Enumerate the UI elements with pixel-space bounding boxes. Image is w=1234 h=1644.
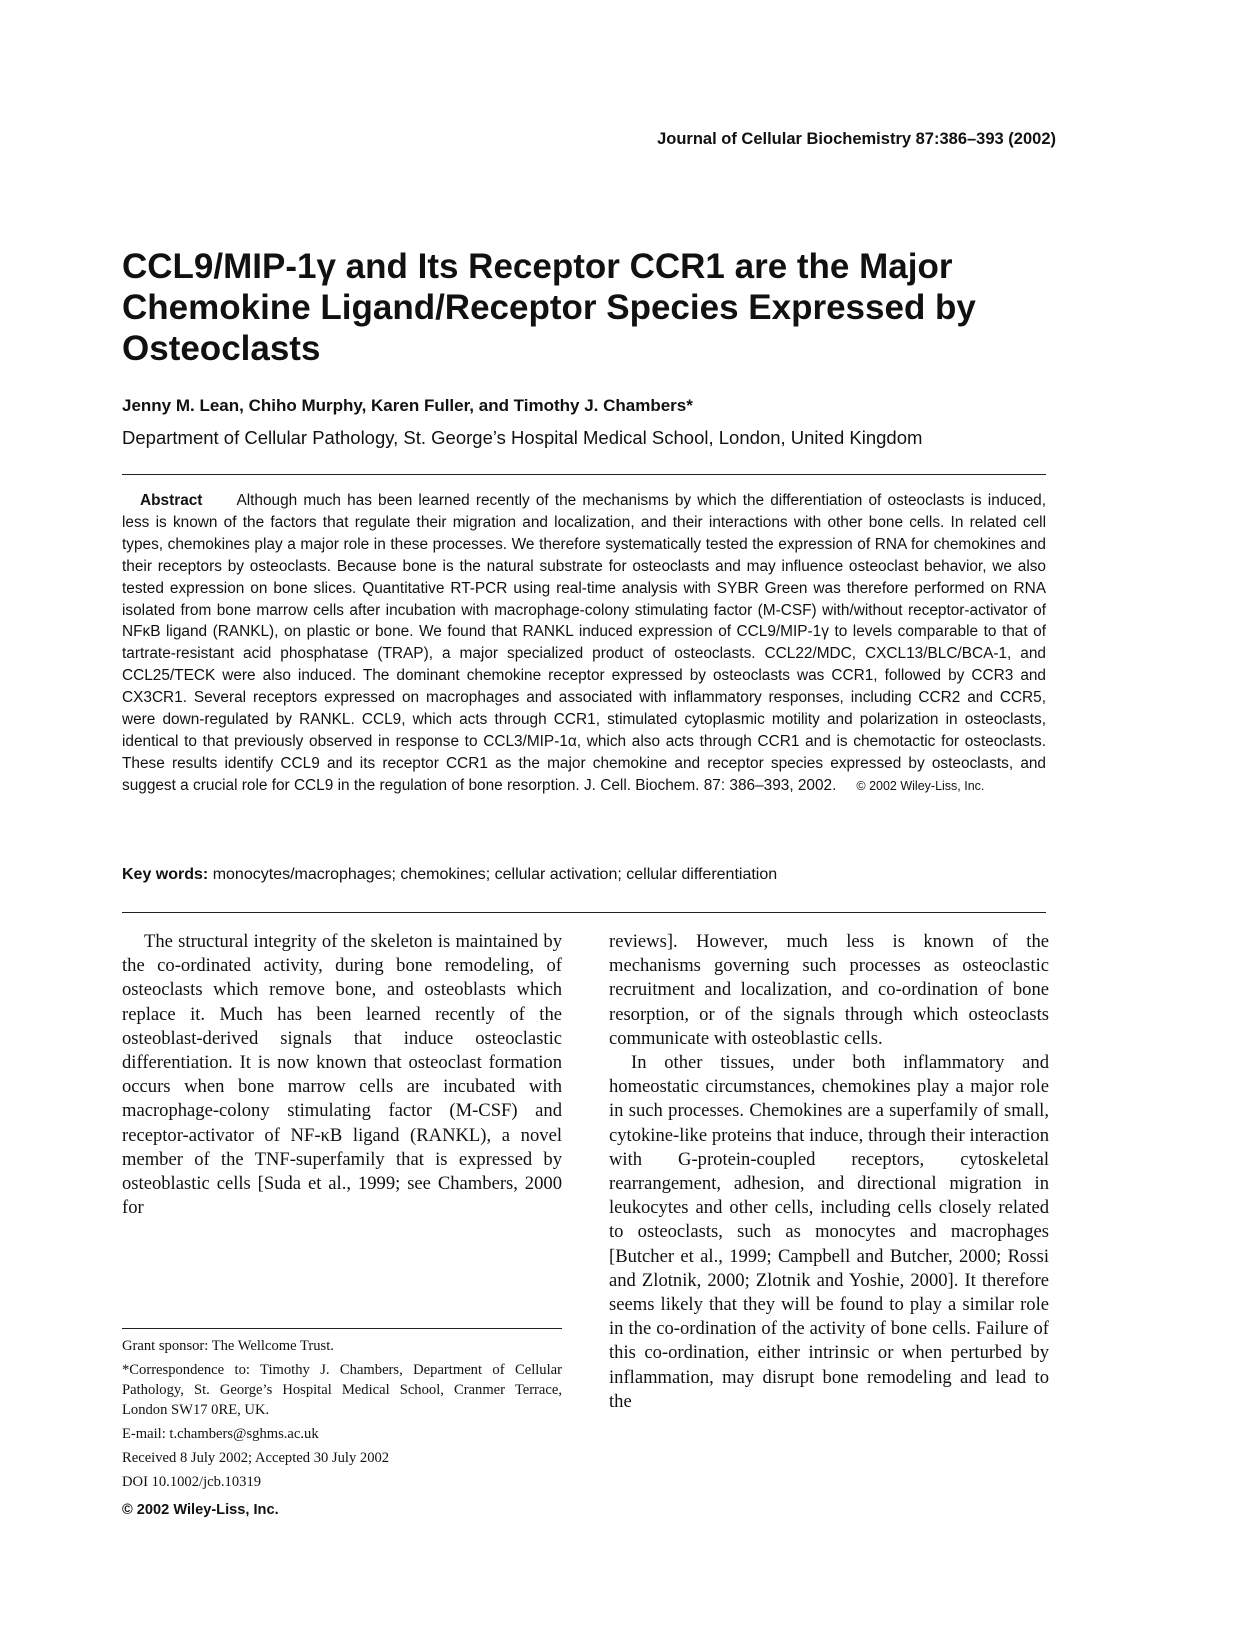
affiliation: Department of Cellular Pathology, St. George’s Hospital Medical School, London, United Kingdom — [122, 427, 923, 448]
abstract-copyright: © 2002 Wiley-Liss, Inc. — [856, 778, 985, 793]
footnote-rule — [122, 1328, 562, 1329]
abstract — [122, 490, 1046, 798]
doi: DOI 10.1002/jcb.10319 — [122, 1474, 262, 1490]
body-paragraph: The structural integrity of the skeleton is maintained by the co-ordinated activity, during bone remodeling, of osteoclasts which remove bone, and osteoblasts which replace it. Much has been learned recently of the osteoblast-derived signals that induce osteoclastic differentiation. It is now known that osteoclast formation occurs when bone marrow cells are incubated with macrophage-colony stimulating factor (M-CSF) and receptor-activator of NF-κB ligand (RANKL), a novel member of the TNF-superfamily that is expressed by osteoblastic cells [Suda et al., 1999; see Chambers, 2000 for — [122, 931, 562, 1219]
abstract-text: Although much has been learned recently of the mechanisms by which the differentiation of osteoclasts is induced, less is known of the factors that regulate their migration and localization, and their interactions with other bone cells. In related cell types, chemokines play a major role in these processes. We therefore systematically tested the expression of RNA for chemokines and their receptors by osteoclasts. Because bone is the natural substrate for osteoclasts and may influence osteoclast behavior, we also tested expression on bone slices. Quantitative RT-PCR using real-time analysis with SYBR Green was therefore performed on RNA isolated from bone marrow cells after incubation with macrophage-colony stimulating factor (M-CSF) with/without receptor-activator of NFκB ligand (RANKL), on plastic or bone. We found that RANKL induced expression of CCL9/MIP-1γ to levels comparable to that of tartrate-resistant acid phosphatase (TRAP), a major specialized product of osteoclasts. CCL22/MDC, CXCL13/BLC/BCA-1, and CCL25/TECK were also induced. The dominant chemokine receptor expressed by osteoclasts was CCR1, followed by CCR3 and CX3CR1. Several receptors expressed on macrophages and associated with inflammatory responses, including CCR2 and CCR5, were down-regulated by RANKL. CCL9, which acts through CCR1, stimulated cytoplasmic motility and polarization in osteoclasts, identical to that previously observed in response to CCL3/MIP-1α, which also acts through CCR1 and is chemotactic for osteoclasts. These results identify CCL9 and its receptor CCR1 as the major chemokine and receptor species expressed by osteoclasts, and suggest a crucial role for CCL9 in the regulation of bone resorption. J. Cell. Biochem. 87: 386–393, 2002. — [122, 492, 1046, 794]
abstract-bottom-rule — [122, 912, 1046, 913]
journal-header: Journal of Cellular Biochemistry 87:386–393 (2002) — [657, 130, 1056, 148]
keywords — [122, 866, 777, 884]
footnotes — [122, 1336, 562, 1524]
body-paragraph: In other tissues, under both inflammatory and homeostatic circumstances, chemokines play a major role in such processes. Chemokines are a superfamily of small, cytokine-like proteins that induce, through their interaction with G-protein-coupled receptors, cytoskeletal rearrangement, adhesion, and directional migration in leukocytes and other cells, including cells closely related to osteoclasts, such as monocytes and macrophages [Butcher et al., 1999; Campbell and Butcher, 2000; Rossi and Zlotnik, 2000; Zlotnik and Yoshie, 2000]. It therefore seems likely that they will be found to play a similar role in the co-ordination of the activity of bone cells. Failure of this co-ordination, either intrinsic or when perturbed by inflammation, may disrupt bone remodeling and lead to the — [609, 1052, 1049, 1412]
copyright: © 2002 Wiley-Liss, Inc. — [122, 1502, 279, 1518]
correspondence: *Correspondence to: Timothy J. Chambers, Department of Cellular Pathology, St. George’s Hospital Medical School, Cranmer Terrace, London SW17 0RE, UK. — [122, 1362, 562, 1418]
body-right-column — [609, 930, 1049, 1414]
grant-sponsor: Grant sponsor: The Wellcome Trust. — [122, 1338, 334, 1354]
body-left-column — [122, 930, 562, 1220]
abstract-label: Abstract — [140, 492, 203, 509]
keywords-label: Key words: — [122, 866, 209, 883]
abstract-top-rule — [122, 474, 1046, 475]
email: E-mail: t.chambers@sghms.ac.uk — [122, 1426, 319, 1442]
received-date: Received 8 July 2002; Accepted 30 July 2002 — [122, 1450, 390, 1466]
body-paragraph-continuation: reviews]. However, much less is known of the mechanisms governing such processes as osteoclastic recruitment and localization, and co-ordination of bone resorption, or of the signals through which osteoclasts communicate with osteoblastic cells. — [609, 931, 1049, 1049]
article-title: CCL9/MIP-1γ and Its Receptor CCR1 are the Major Chemokine Ligand/Receptor Species Expressed by Osteoclasts — [122, 247, 976, 368]
keywords-text: monocytes/macrophages; chemokines; cellular activation; cellular differentiation — [212, 866, 778, 883]
author-list: Jenny M. Lean, Chiho Murphy, Karen Fuller, and Timothy J. Chambers* — [122, 396, 693, 415]
